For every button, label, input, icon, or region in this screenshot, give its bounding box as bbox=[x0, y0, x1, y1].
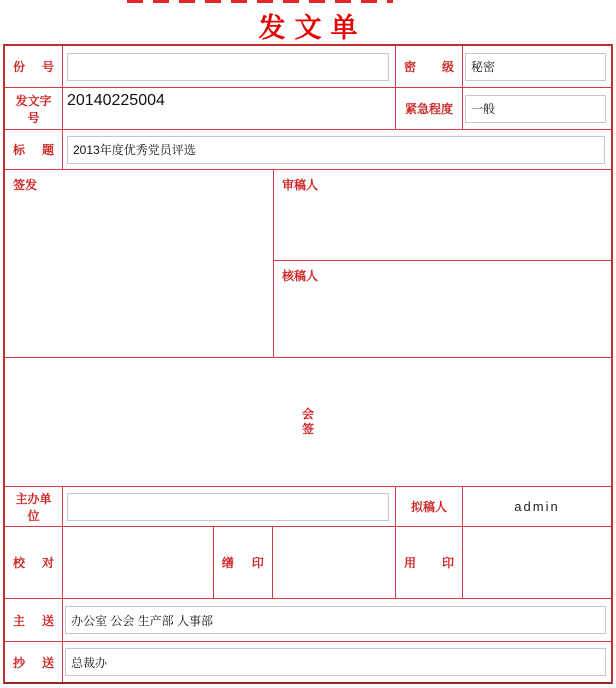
drafter-label: 拟稿人 bbox=[395, 487, 462, 526]
sign-issue-cell[interactable] bbox=[5, 170, 273, 357]
urgency-input[interactable] bbox=[465, 95, 606, 123]
dispatch-form-table bbox=[3, 44, 613, 684]
row-copy-number bbox=[5, 46, 611, 88]
proofread-label: 校对 bbox=[13, 556, 54, 570]
row-main-send bbox=[5, 599, 611, 642]
countersign-label: 会签 bbox=[301, 407, 314, 436]
page-title: 发文单 bbox=[258, 13, 367, 43]
row-countersign bbox=[5, 358, 611, 487]
row-organizer bbox=[5, 487, 611, 527]
seal-label: 用印 bbox=[395, 527, 462, 598]
checker-cell[interactable] bbox=[274, 261, 611, 357]
row-title bbox=[5, 130, 611, 170]
transcribe-print-cell[interactable] bbox=[272, 527, 395, 598]
clipped-header-text-remnant bbox=[127, 0, 393, 3]
document-number-value: 20140225004 bbox=[67, 92, 165, 109]
copy-number-cell bbox=[62, 46, 395, 87]
document-number-label: 发文字号 bbox=[15, 93, 52, 125]
copy-send-cell bbox=[62, 642, 611, 682]
review-column bbox=[273, 170, 611, 357]
doc-title-input[interactable] bbox=[67, 136, 605, 164]
document-number-cell bbox=[62, 88, 395, 129]
copy-send-input[interactable] bbox=[65, 648, 606, 676]
secrecy-level-input[interactable] bbox=[465, 53, 606, 81]
main-send-label: 主送 bbox=[13, 613, 54, 628]
doc-title-label: 标题 bbox=[13, 143, 54, 157]
main-send-input[interactable] bbox=[65, 606, 606, 634]
seal-cell[interactable] bbox=[462, 527, 611, 598]
organizer-cell bbox=[62, 487, 395, 526]
secrecy-level-cell bbox=[462, 46, 611, 87]
copy-number-input[interactable] bbox=[67, 53, 389, 81]
transcribe-print-label: 缮印 bbox=[213, 527, 272, 598]
drafter-value: admin bbox=[514, 499, 560, 514]
organizer-input[interactable] bbox=[67, 493, 389, 521]
row-document-number bbox=[5, 88, 611, 130]
secrecy-level-label: 密级 bbox=[395, 46, 462, 87]
row-sign-review bbox=[5, 170, 611, 358]
reviewer-label: 审稿人 bbox=[282, 178, 319, 192]
organizer-label: 主办单位 bbox=[15, 491, 52, 523]
drafter-cell bbox=[462, 487, 611, 526]
copy-send-label: 抄送 bbox=[13, 655, 54, 670]
countersign-cell[interactable] bbox=[611, 358, 612, 486]
row-copy-send bbox=[5, 642, 611, 682]
proofread-cell[interactable] bbox=[62, 527, 213, 598]
doc-title-cell bbox=[62, 130, 611, 169]
reviewer-cell[interactable] bbox=[274, 170, 611, 261]
urgency-cell bbox=[462, 88, 611, 129]
row-proofread-print-seal bbox=[5, 527, 611, 599]
main-send-cell bbox=[62, 599, 611, 641]
copy-number-label: 份号 bbox=[13, 60, 54, 74]
checker-label: 核稿人 bbox=[282, 269, 319, 283]
sign-issue-label: 签发 bbox=[13, 178, 38, 192]
urgency-label: 紧急程度 bbox=[395, 88, 462, 129]
